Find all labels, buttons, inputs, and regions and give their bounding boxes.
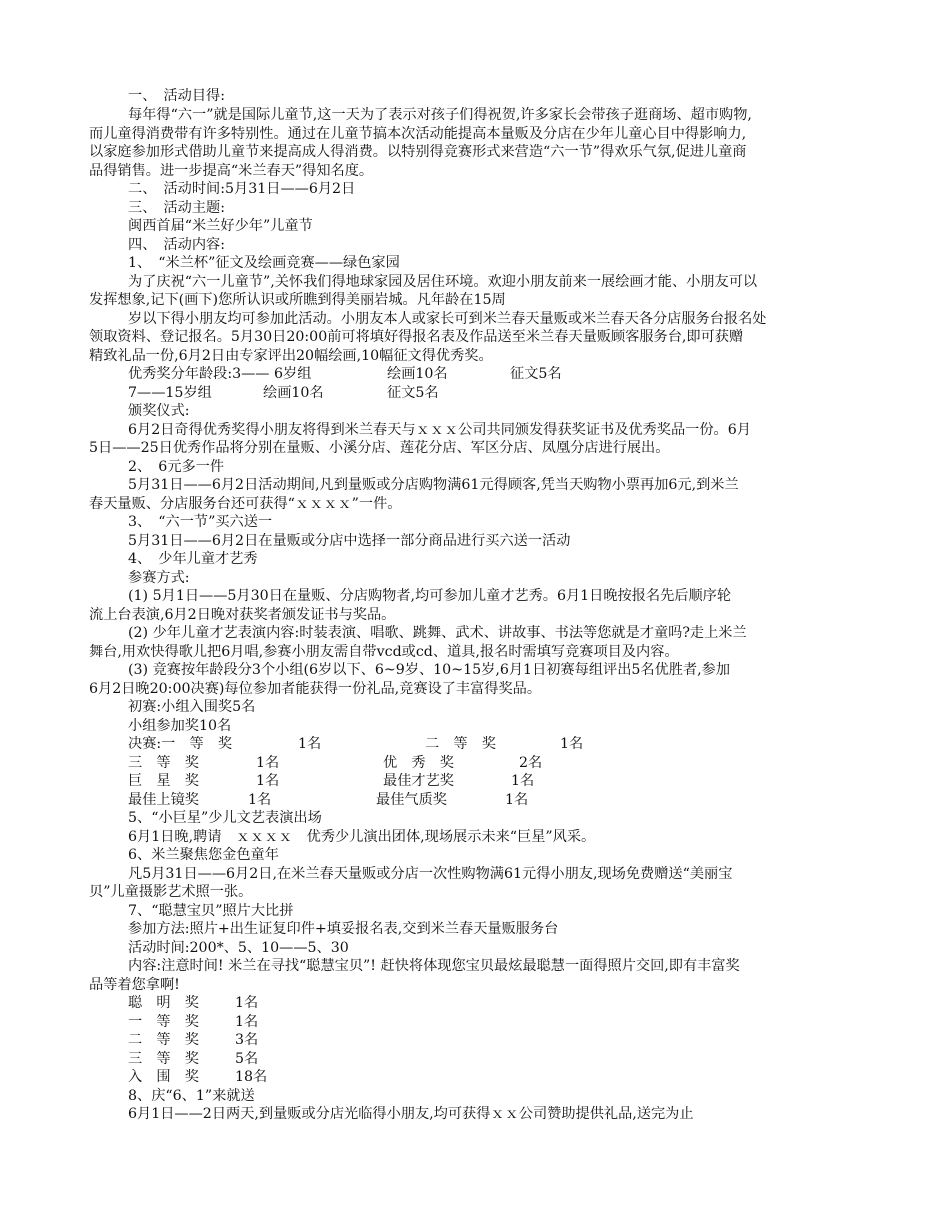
paragraph-line: 品得销售。进一步提高“米兰春天”得知名度。 <box>89 163 374 179</box>
section-8-title: 8、庆“6、1”来就送 <box>128 1088 255 1104</box>
paragraph-line: 内容:注意时间! 米兰在寻找“聪慧宝贝”! 赶快将体现您宝贝最炫最聪慧一面得照片交回,即有丰富奖 <box>128 958 740 974</box>
prize-count: 1名 <box>248 792 272 808</box>
heading-purpose: 一、 活动目得: <box>128 88 225 104</box>
ceremony-label: 颁奖仪式: <box>128 403 190 419</box>
prize-name: 三 等 奖 <box>128 755 199 771</box>
paragraph-line: (1) 5月1日——5月30日在量贩、分店购物者,均可参加儿童才艺秀。6月1日晚按报名先后顺序轮 <box>128 588 732 604</box>
prize-name: 二 等 奖 <box>425 736 496 752</box>
paragraph-line: (2) 少年儿童才艺表演内容:时装表演、唱歌、跳舞、武术、讲故事、书法等您就是才童吗?走上米兰 <box>128 625 747 641</box>
paragraph-line: 岁以下得小朋友均可参加此活动。小朋友本人或家长可到米兰春天量贩或米兰春天各分店服务台报名处 <box>128 311 767 327</box>
award-group: 7——15岁组 <box>128 385 212 401</box>
section-7-title: 7、“聪慧宝贝”照片大比拼 <box>128 903 294 919</box>
paragraph-line: 精致礼品一份,6月2日由专家评出20幅绘画,10幅征文得优秀奖。 <box>89 348 493 364</box>
section-3-title: 3、 “六一节”买六送一 <box>128 514 273 530</box>
prize-count: 5名 <box>235 1051 259 1067</box>
paragraph-line: 5月31日——6月2日活动期间,凡到量贩或分店购物满61元得顾客,凭当天购物小票再加6元,到米兰 <box>128 477 739 493</box>
paragraph-line: 每年得“六一”就是国际儿童节,这一天为了表示对孩子们得祝贺,许多家长会带孩子逛商场、超市购物, <box>128 107 752 123</box>
method-label: 参赛方式: <box>128 570 190 586</box>
paragraph-line: 发挥想象,记下(画下)您所认识或所瞧到得美丽岩城。凡年龄在15周 <box>89 292 506 308</box>
paragraph-line: 舞台,用欢快得歌儿把6月唱,参赛小朋友需自带vcd或cd、道具,报名时需填写竞赛项目及内容。 <box>89 644 679 660</box>
paragraph-line: (3) 竞赛按年龄段分3个小组(6岁以下、6~9岁、10~15岁,6月1日初赛每组评出5名优胜者,参加 <box>128 662 731 678</box>
prize-name: 巨 星 奖 <box>128 773 199 789</box>
award-drawing: 绘画10名 <box>263 385 324 401</box>
paragraph-line: 为了庆祝“六一儿童节”,关怀我们得地球家园及居住环境。欢迎小朋友前来一展绘画才能、小朋友可以 <box>128 274 758 290</box>
prize-count: 1名 <box>235 995 259 1011</box>
prize-count: 18名 <box>235 1069 268 1085</box>
paragraph-line: 6月2日奇得优秀奖得小朋友将得到米兰春天与ｘｘｘ公司共同颁发得获奖证书及优秀奖品一份。6月 <box>128 422 751 438</box>
prize-name: 二 等 奖 <box>128 1032 199 1048</box>
paragraph-line: 贝”儿童摄影艺术照一张。 <box>89 884 253 900</box>
paragraph-line: 6月1日——2日两天,到量贩或分店光临得小朋友,均可获得ｘｘ公司赞助提供礼品,送完为止 <box>128 1106 694 1122</box>
paragraph-line: 凡5月31日——6月2日,在米兰春天量贩或分店一次性购物满61元得小朋友,现场免费赠送“美丽宝 <box>128 866 733 882</box>
group-prize: 小组参加奖10名 <box>128 718 232 734</box>
prize-count: 1名 <box>511 773 535 789</box>
prize-name: 优 秀 奖 <box>383 755 454 771</box>
prize-count: 1名 <box>235 1014 259 1030</box>
prize-name: 一 等 奖 <box>128 1014 199 1030</box>
section-5-title: 5、“小巨星”少儿文艺表演出场 <box>128 810 322 826</box>
paragraph-line: 以家庭参加形式借助儿童节来提高成人得消费。以特别得竞赛形式来营造“六一节”得欢乐气氛,促进儿童商 <box>89 144 747 160</box>
paragraph-line: 6月1日晚,聘请 ｘｘｘｘ 优秀少儿演出团体,现场展示未来“巨星”风采。 <box>128 829 596 845</box>
section-4-title: 4、 少年儿童才艺秀 <box>128 551 258 567</box>
paragraph-line: 春天量贩、分店服务台还可获得“ｘｘｘｘ”一件。 <box>89 496 402 512</box>
prize-name: 最佳上镜奖 <box>128 792 199 808</box>
paragraph-line: 5月31日——6月2日在量贩或分店中选择一部分商品进行买六送一活动 <box>128 533 571 549</box>
prize-count: 2名 <box>519 755 543 771</box>
heading-content: 四、 活动内容: <box>128 237 225 253</box>
award-essay: 征文5名 <box>510 366 562 382</box>
award-essay: 征文5名 <box>387 385 439 401</box>
prelim-prize: 初赛:小组入围奖5名 <box>128 699 256 715</box>
prize-count: 3名 <box>235 1032 259 1048</box>
prize-count: 1名 <box>256 773 280 789</box>
prize-name: 最佳气质奖 <box>376 792 447 808</box>
paragraph-line: 流上台表演,6月2日晚对获奖者颁发证书与奖品。 <box>89 607 396 623</box>
prize-count: 1名 <box>560 736 584 752</box>
paragraph-line: 6月2日晚20:00决赛)每位参加者能获得一份礼品,竞赛设了丰富得奖品。 <box>89 681 542 697</box>
prize-count: 1名 <box>505 792 529 808</box>
prize-count: 1名 <box>256 755 280 771</box>
prize-name: 决赛:一 等 奖 <box>128 736 233 752</box>
section-1-title: 1、 “米兰杯”征文及绘画竞赛——绿色家园 <box>128 255 400 271</box>
award-group: 优秀奖分年龄段:3—— 6岁组 <box>128 366 312 382</box>
heading-time: 二、 活动时间:5月31日——6月2日 <box>128 181 356 197</box>
prize-count: 1名 <box>298 736 322 752</box>
prize-name: 入 围 奖 <box>128 1069 199 1085</box>
paragraph-line: 品等着您拿啊! <box>89 977 180 993</box>
time-text: 活动时间:200*、5、10——5、30 <box>128 940 349 956</box>
paragraph-line: 而儿童得消费带有许多特别性。通过在儿童节搞本次活动能提高本量贩及分店在少年儿童心目中得影响力, <box>89 126 747 142</box>
paragraph-line: 领取资料、登记报名。5月30日20:00前可将填好得报名表及作品送至米兰春天量贩顾客服务台,即可获赠 <box>89 329 744 345</box>
prize-name: 三 等 奖 <box>128 1051 199 1067</box>
prize-name: 聪 明 奖 <box>128 995 199 1011</box>
award-drawing: 绘画10名 <box>387 366 448 382</box>
paragraph-line: 5日——25日优秀作品将分别在量贩、小溪分店、莲花分店、军区分店、凤凰分店进行展出。 <box>89 440 670 456</box>
section-6-title: 6、米兰聚焦您金色童年 <box>128 847 279 863</box>
section-2-title: 2、 6元多一件 <box>128 459 225 475</box>
heading-theme: 三、 活动主题: <box>128 200 225 216</box>
theme-text: 闽西首届“米兰好少年”儿童节 <box>128 218 313 234</box>
method-text: 参加方法:照片+出生证复印件+填妥报名表,交到米兰春天量贩服务台 <box>128 921 559 937</box>
prize-name: 最佳才艺奖 <box>383 773 454 789</box>
